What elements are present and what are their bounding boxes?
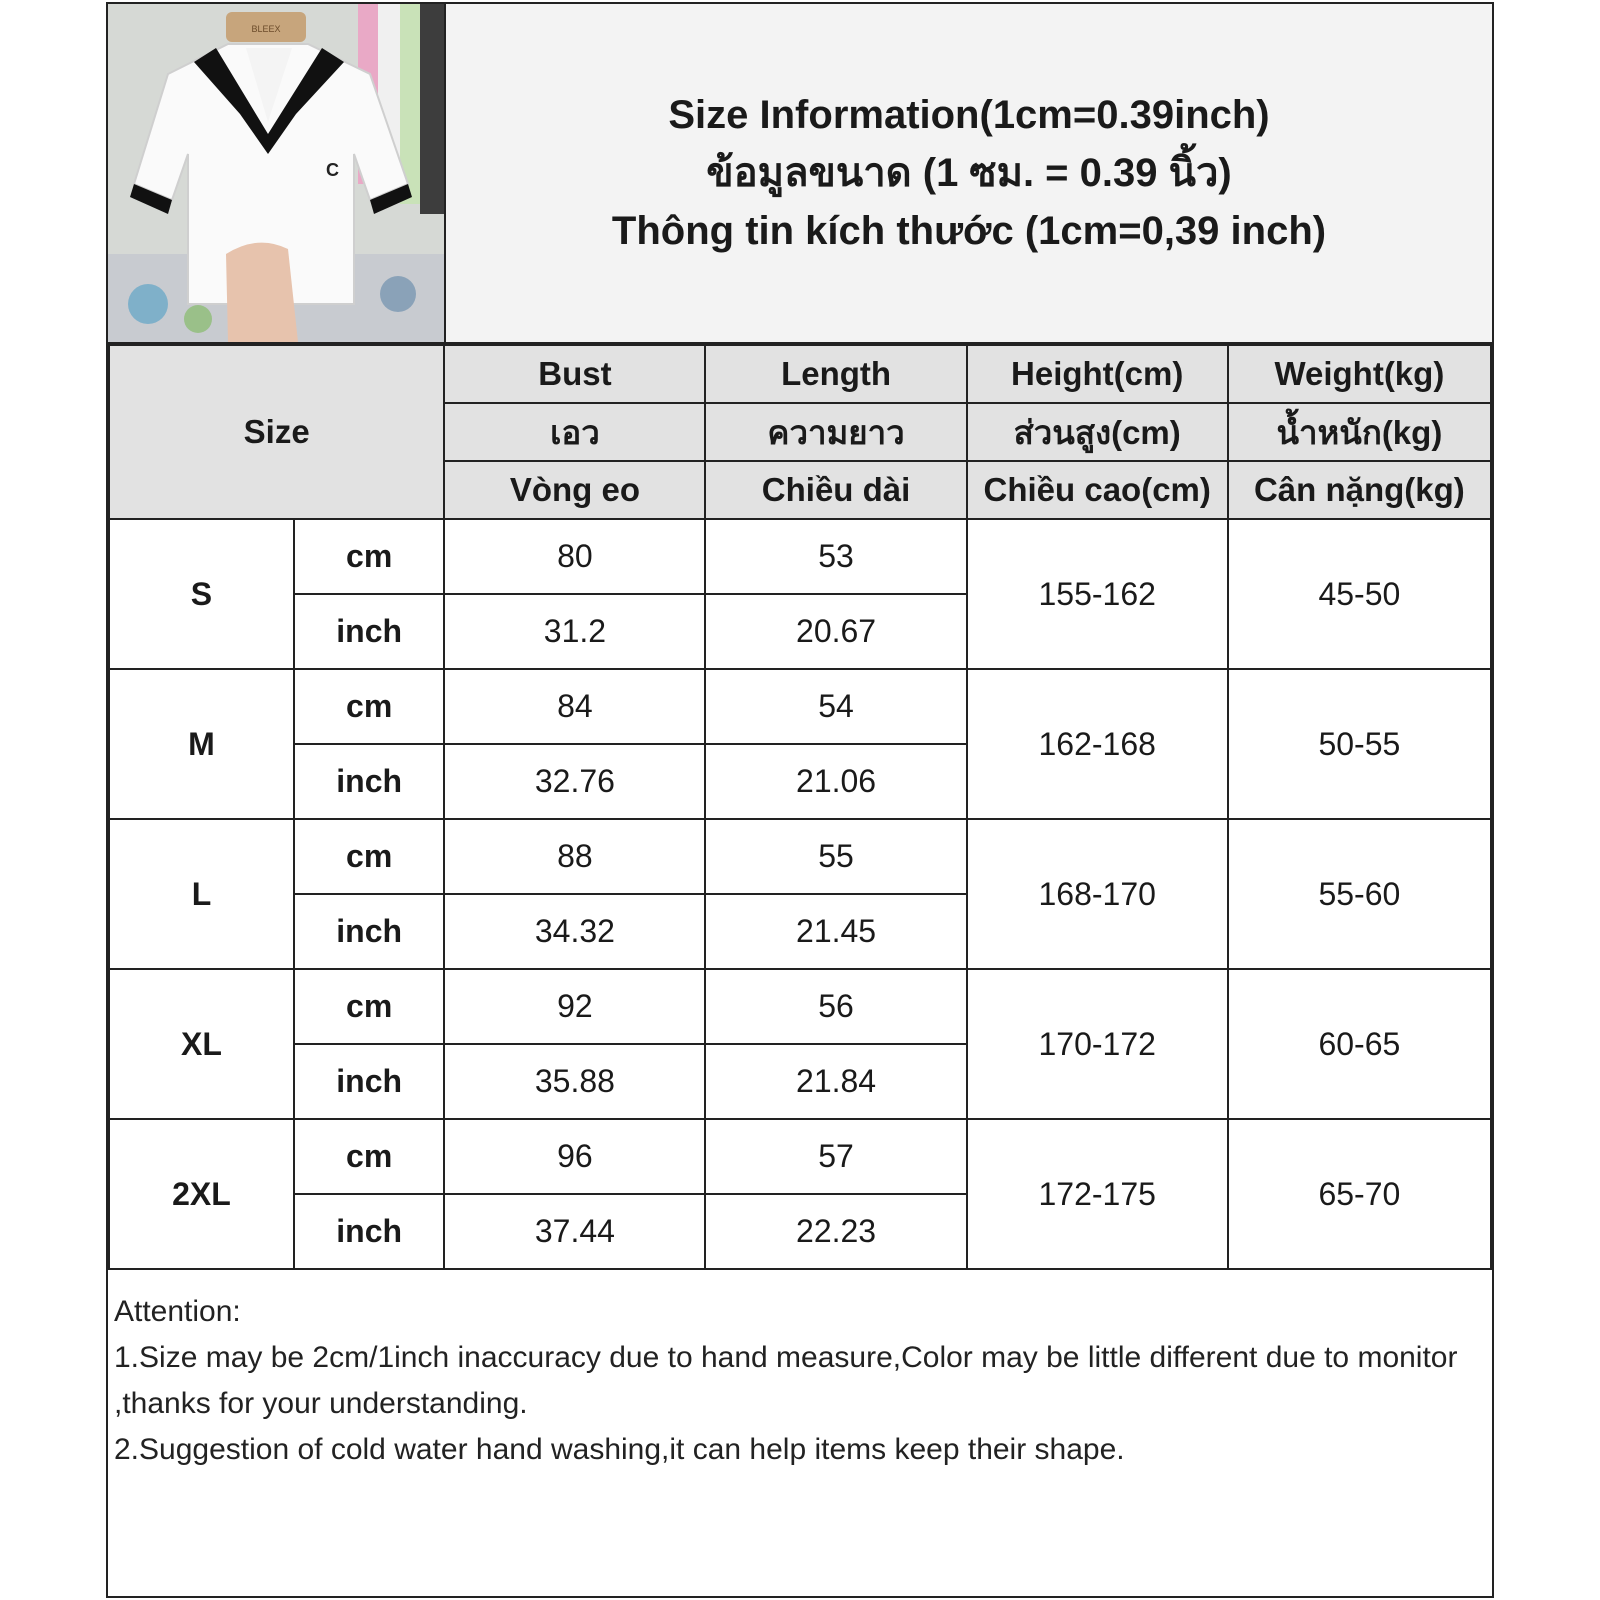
weight-cell: 50-55 bbox=[1228, 669, 1491, 819]
column-header-weight-vietnamese: Cân nặng(kg) bbox=[1228, 461, 1491, 519]
unit-label: inch bbox=[294, 1044, 444, 1119]
hanger-label: BLEEX bbox=[251, 24, 281, 34]
unit-label: cm bbox=[294, 819, 444, 894]
column-header-height-vietnamese: Chiều cao(cm) bbox=[967, 461, 1228, 519]
column-header-length-vietnamese: Chiều dài bbox=[705, 461, 966, 519]
weight-cell: 60-65 bbox=[1228, 969, 1491, 1119]
bust-cm-cell: 88 bbox=[444, 819, 705, 894]
weight-cell: 55-60 bbox=[1228, 819, 1491, 969]
size-table bbox=[108, 344, 1492, 1270]
product-photo bbox=[108, 4, 446, 342]
length-cm-cell: 53 bbox=[705, 519, 966, 594]
unit-label: inch bbox=[294, 894, 444, 969]
unit-label: cm bbox=[294, 519, 444, 594]
bust-inch-cell: 37.44 bbox=[444, 1194, 705, 1269]
length-inch-cell: 21.45 bbox=[705, 894, 966, 969]
polo-shirt-icon bbox=[108, 4, 444, 342]
table-row bbox=[109, 969, 1491, 1044]
weight-cell: 65-70 bbox=[1228, 1119, 1491, 1269]
title-vietnamese: Thông tin kích thước (1cm=0,39 inch) bbox=[611, 209, 1327, 253]
title-thai: ข้อมูลขนาด (1 ซม. = 0.39 นิ้ว) bbox=[706, 151, 1232, 195]
chart-header bbox=[108, 4, 1492, 344]
unit-label: inch bbox=[294, 744, 444, 819]
height-cell: 162-168 bbox=[967, 669, 1228, 819]
length-cm-cell: 56 bbox=[705, 969, 966, 1044]
bust-cm-cell: 84 bbox=[444, 669, 705, 744]
length-cm-cell: 54 bbox=[705, 669, 966, 744]
height-cell: 170-172 bbox=[967, 969, 1228, 1119]
bust-inch-cell: 34.32 bbox=[444, 894, 705, 969]
size-label: XL bbox=[109, 969, 294, 1119]
table-row bbox=[109, 819, 1491, 894]
height-cell: 172-175 bbox=[967, 1119, 1228, 1269]
size-label: 2XL bbox=[109, 1119, 294, 1269]
unit-label: cm bbox=[294, 669, 444, 744]
unit-label: cm bbox=[294, 1119, 444, 1194]
column-header-bust: Bust bbox=[444, 345, 705, 403]
bust-cm-cell: 80 bbox=[444, 519, 705, 594]
column-header-weight-thai: น้ำหนัก(kg) bbox=[1228, 403, 1491, 461]
size-label: M bbox=[109, 669, 294, 819]
table-row bbox=[109, 669, 1491, 744]
bust-cm-cell: 96 bbox=[444, 1119, 705, 1194]
unit-label: cm bbox=[294, 969, 444, 1044]
length-cm-cell: 57 bbox=[705, 1119, 966, 1194]
table-row bbox=[109, 1119, 1491, 1194]
unit-label: inch bbox=[294, 594, 444, 669]
column-header-bust-vietnamese: Vòng eo bbox=[444, 461, 705, 519]
height-cell: 168-170 bbox=[967, 819, 1228, 969]
bust-cm-cell: 92 bbox=[444, 969, 705, 1044]
title-english: Size Information(1cm=0.39inch) bbox=[668, 93, 1270, 137]
column-header-bust-thai: เอว bbox=[444, 403, 705, 461]
size-column-header: Size bbox=[109, 345, 444, 519]
column-header-height-thai: ส่วนสูง(cm) bbox=[967, 403, 1228, 461]
notes-heading: Attention: bbox=[114, 1295, 241, 1328]
size-label: S bbox=[109, 519, 294, 669]
bust-inch-cell: 32.76 bbox=[444, 744, 705, 819]
size-label: L bbox=[109, 819, 294, 969]
size-chart bbox=[106, 2, 1494, 1598]
table-row bbox=[109, 519, 1491, 594]
note-line-1: 1.Size may be 2cm/1inch inaccuracy due to hand measure,Color may be little different due to monitor ,thanks for your understanding. bbox=[114, 1341, 1458, 1420]
note-line-2: 2.Suggestion of cold water hand washing,it can help items keep their shape. bbox=[114, 1433, 1125, 1466]
length-inch-cell: 22.23 bbox=[705, 1194, 966, 1269]
length-cm-cell: 55 bbox=[705, 819, 966, 894]
weight-cell: 45-50 bbox=[1228, 519, 1491, 669]
column-header-weight: Weight(kg) bbox=[1228, 345, 1491, 403]
shirt-logo-letter: C bbox=[326, 160, 339, 180]
attention-notes bbox=[114, 1289, 1484, 1473]
unit-label: inch bbox=[294, 1194, 444, 1269]
header-row-english bbox=[109, 345, 1491, 403]
column-header-height: Height(cm) bbox=[967, 345, 1228, 403]
bust-inch-cell: 31.2 bbox=[444, 594, 705, 669]
column-header-length: Length bbox=[705, 345, 966, 403]
length-inch-cell: 21.84 bbox=[705, 1044, 966, 1119]
length-inch-cell: 20.67 bbox=[705, 594, 966, 669]
length-inch-cell: 21.06 bbox=[705, 744, 966, 819]
height-cell: 155-162 bbox=[967, 519, 1228, 669]
column-header-length-thai: ความยาว bbox=[705, 403, 966, 461]
chart-title bbox=[446, 4, 1492, 342]
bust-inch-cell: 35.88 bbox=[444, 1044, 705, 1119]
